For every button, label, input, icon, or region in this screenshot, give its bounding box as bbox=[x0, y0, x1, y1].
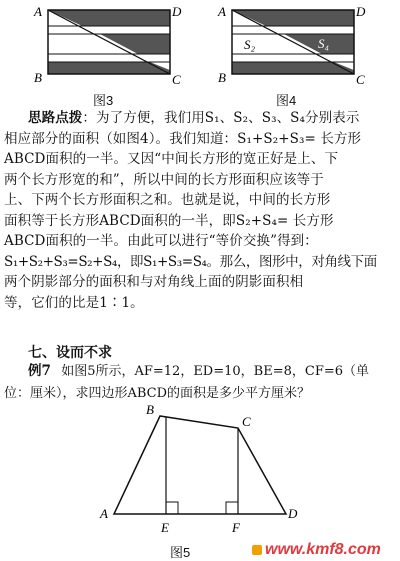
fig3-label-b: B bbox=[34, 70, 42, 85]
watermark-text: www.kmf8.com bbox=[265, 541, 381, 558]
text-line-9: 两个阴影部分的面积和与对角线上面的阴影面积相 bbox=[4, 274, 304, 290]
explanation-paragraph bbox=[4, 108, 396, 313]
fig4-label-s2: S₂ bbox=[244, 37, 256, 52]
text-line-2: 相应部分的面积（如图4）。我们知道：S₁+S₂+S₃= 长方形 bbox=[4, 130, 362, 147]
text-line-6: 面积等于长方形ABCD面积的一半，即S₂+S₄= 长方形 bbox=[4, 212, 334, 229]
fig4-shade-top bbox=[232, 10, 354, 26]
example-line-2: 位：厘米），求四边形ABCD的面积是多少平方厘米？ bbox=[4, 386, 311, 401]
fig5-label-f: F bbox=[232, 520, 240, 535]
fig5-caption: 图5 bbox=[170, 545, 191, 560]
figure-5 bbox=[96, 400, 312, 540]
text-line-7: ABCD面积的一半。由此可以进行“等价交换”得到： bbox=[4, 233, 318, 249]
fig3-caption: 图3 bbox=[93, 93, 114, 108]
fig5-label-a: A bbox=[100, 506, 108, 521]
fig3-label-d: D bbox=[172, 4, 182, 19]
fig5-label-c: C bbox=[242, 414, 251, 429]
text-line-4: 两个长方形宽的和”，所以中间的长方形面积应该等于 bbox=[4, 171, 324, 188]
fig4-label-a: A bbox=[218, 4, 226, 19]
fig5-label-e: E bbox=[161, 520, 169, 535]
text-line bbox=[4, 108, 396, 129]
fig3-label-c: C bbox=[172, 72, 181, 87]
fig3-label-a: A bbox=[34, 4, 42, 19]
fig4-label-b: B bbox=[218, 70, 226, 85]
fig4-label-c: C bbox=[356, 72, 365, 87]
watermark-site bbox=[252, 541, 381, 559]
figure-3 bbox=[30, 4, 180, 88]
fig4-label-s4: S₄ bbox=[318, 36, 330, 51]
text-line-3: ABCD面积的一半。又因“中间长方形的宽正好是上、下 bbox=[4, 151, 339, 167]
hint-lead: 思路点拨 bbox=[28, 110, 83, 126]
text-line-8: S₁+S₂+S₃=S₂+S₄，即S₁+S₃=S₄。那么，图形中，对角线下面 bbox=[4, 253, 377, 270]
watermark-logo-icon bbox=[252, 545, 262, 555]
section-title: 七、设而不求 bbox=[28, 344, 112, 360]
text-line-10: 等，它们的比是1∶1。 bbox=[4, 294, 144, 311]
fig5-quadrilateral bbox=[114, 416, 286, 514]
example-label: 例7 bbox=[28, 363, 51, 379]
fig5-label-b: B bbox=[146, 402, 154, 417]
fig5-label-d: D bbox=[288, 506, 298, 521]
fig5-right-angle-e bbox=[166, 502, 178, 514]
fig5-right-angle-f bbox=[226, 502, 238, 514]
fig4-label-d: D bbox=[356, 4, 366, 19]
figure-4 bbox=[214, 4, 364, 88]
example-line-1: 如图5所示，AF=12，ED=10，BE=8，CF=6（单 bbox=[61, 364, 370, 379]
text-line-1: ：为了方便，我们用S₁、S₂、S₃、S₄分别表示 bbox=[82, 110, 360, 126]
fig4-caption: 图4 bbox=[276, 93, 297, 108]
example-line-1-wrap bbox=[28, 361, 396, 382]
text-line-5: 上、下两个长方形面积之和。也就是说，中间的长方形 bbox=[4, 192, 331, 208]
